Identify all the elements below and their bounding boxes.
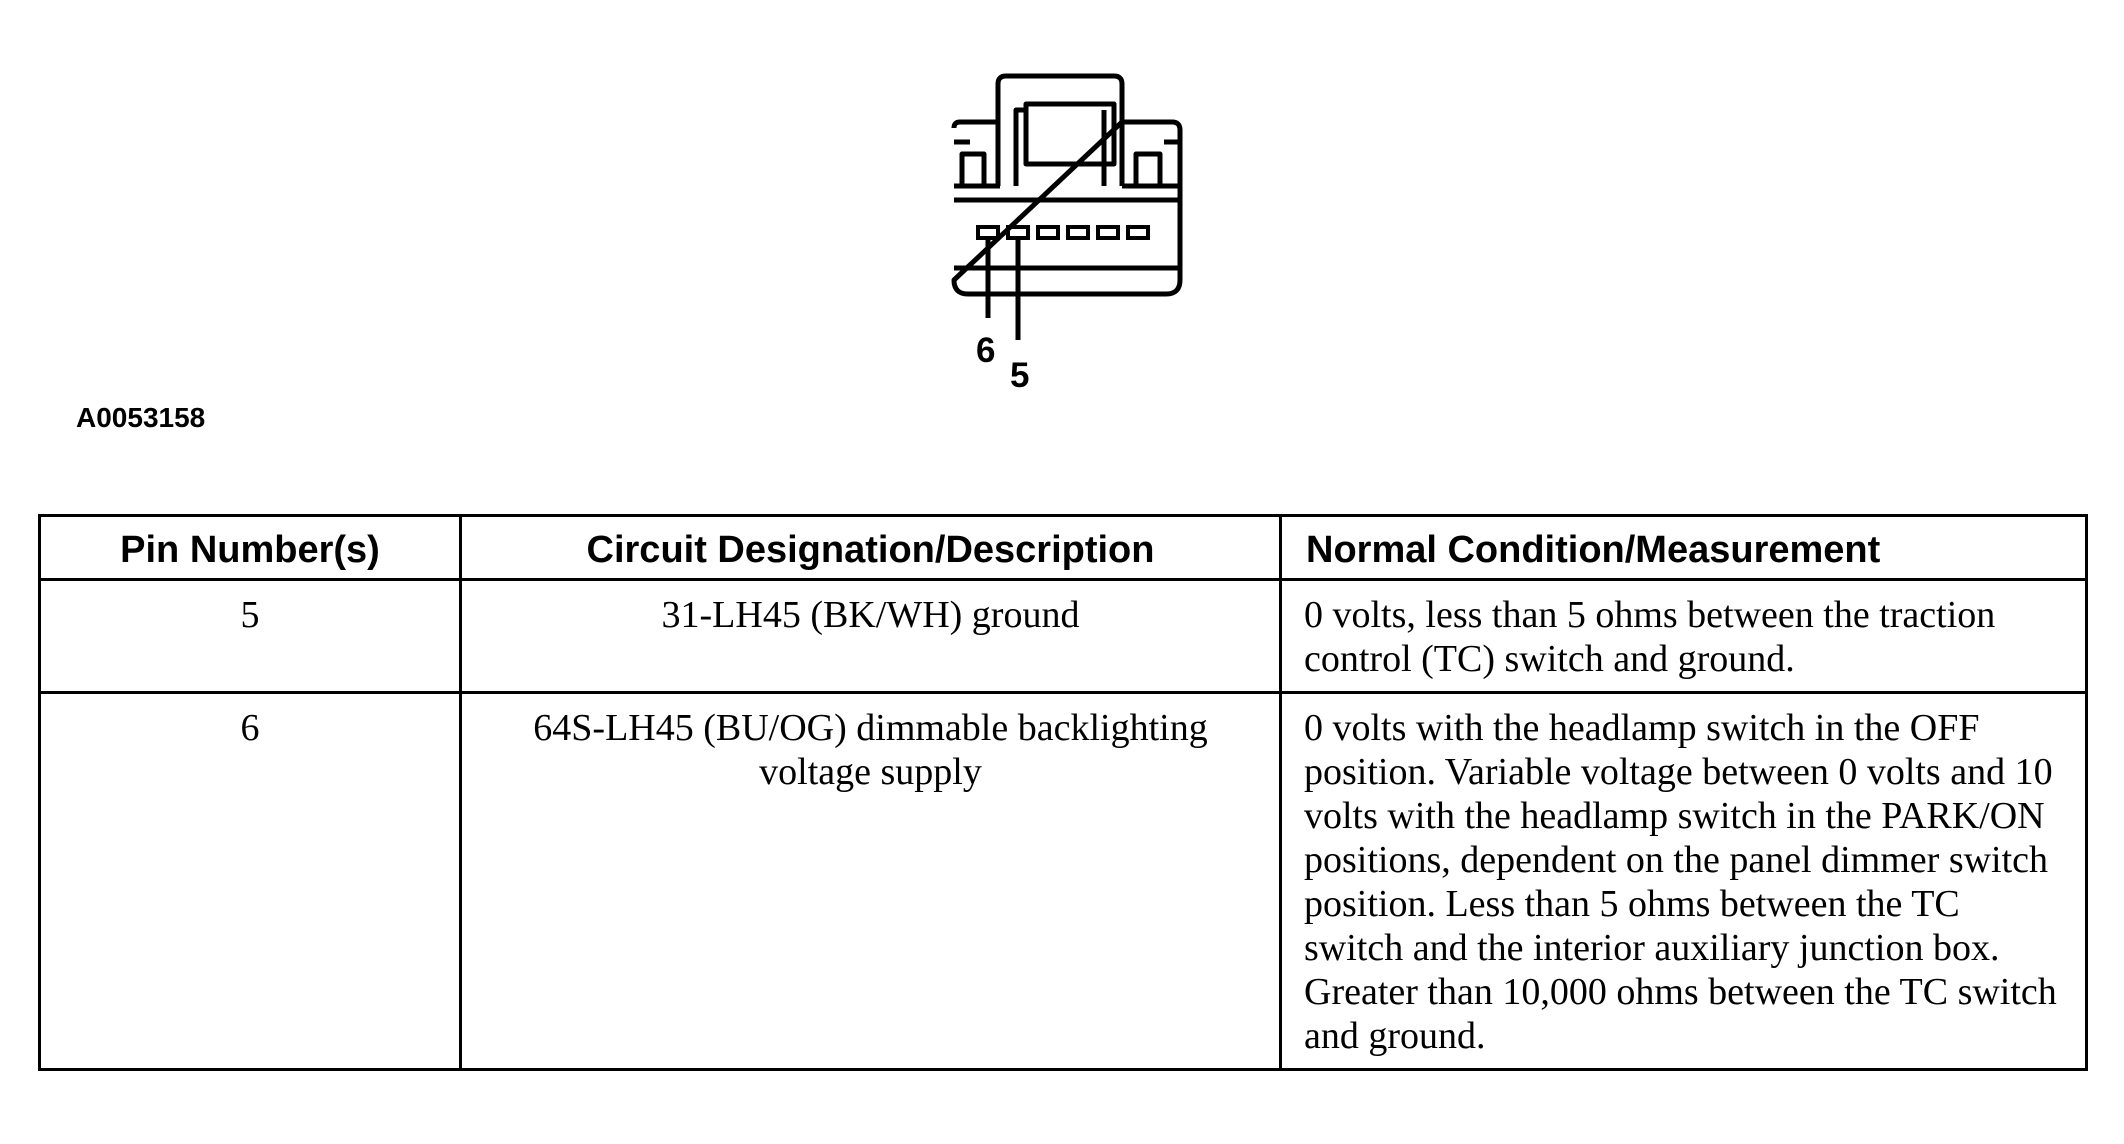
- connector-side-rib-right: [1122, 142, 1180, 186]
- pin-5-label: 5: [1010, 356, 1030, 395]
- header-normal-condition: Normal Condition/Measurement: [1281, 516, 2087, 580]
- table-header-row: [40, 516, 2087, 580]
- pin-cavity-5: [1008, 227, 1028, 238]
- table-row: [40, 693, 2087, 1070]
- pin-cavity: [1128, 227, 1148, 238]
- connector-latch-window: [1026, 104, 1114, 164]
- pinout-table: [38, 514, 2088, 1071]
- pin-6-label: 6: [976, 331, 996, 370]
- pin-cavity-6: [978, 227, 998, 238]
- header-circuit-designation: Circuit Designation/Description: [461, 516, 1281, 580]
- cell-condition: 0 volts, less than 5 ohms between the traction control (TC) switch and ground.: [1281, 580, 2087, 693]
- cell-pin: 5: [40, 580, 461, 693]
- pin-cavity: [1098, 227, 1118, 238]
- header-pin-numbers: Pin Number(s): [40, 516, 461, 580]
- cell-circuit: 64S-LH45 (BU/OG) dimmable backlighting voltage supply: [461, 693, 1281, 1070]
- figure-id: A0053158: [76, 402, 206, 433]
- pin-cavity: [1068, 227, 1088, 238]
- cell-circuit: 31-LH45 (BK/WH) ground: [461, 580, 1281, 693]
- cell-condition: 0 volts with the headlamp switch in the OFF position. Variable voltage between 0 volts and 10 volts with the headlamp switch in the PARK/ON positions, dependent on the panel dimmer switch position. Less than 5 ohms between the TC switch and the interior auxiliary junction box. Greater than 10,000 ohms between the TC switch and ground.: [1281, 693, 2087, 1070]
- connector-side-rib-left: [954, 142, 1000, 186]
- pin-cavity: [1038, 227, 1058, 238]
- cell-pin: 6: [40, 693, 461, 1070]
- table-row: [40, 580, 2087, 693]
